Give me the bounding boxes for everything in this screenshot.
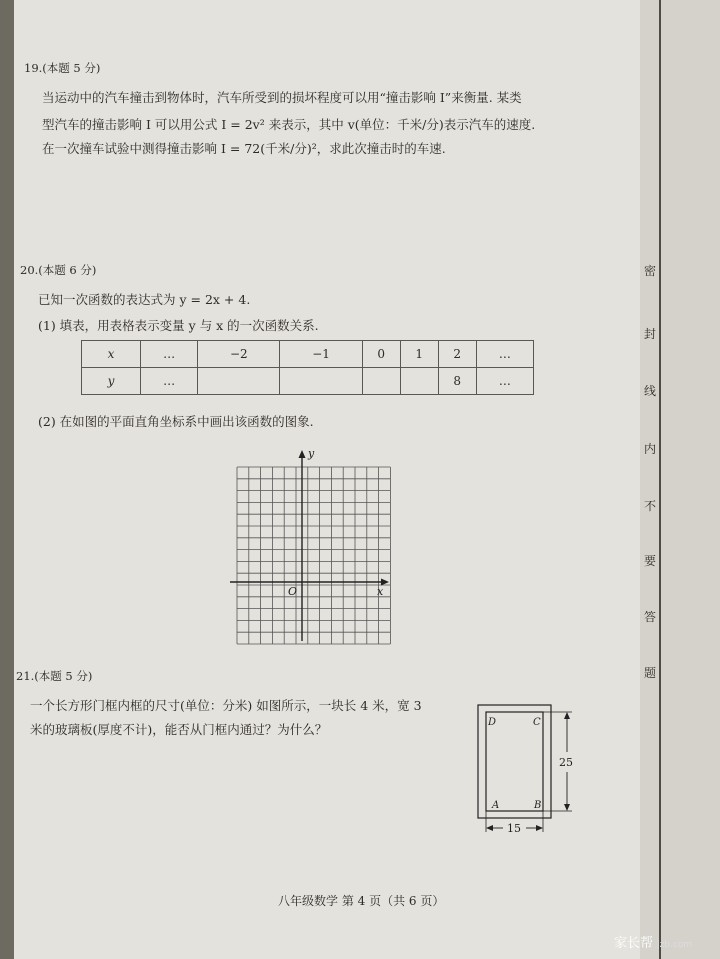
table-cell: 1 xyxy=(400,341,438,368)
origin-label: O xyxy=(288,585,298,598)
table-cell-blank[interactable] xyxy=(362,368,400,395)
point-b-label: B xyxy=(534,800,542,811)
arrow-up-icon xyxy=(564,712,570,719)
door-frame-figure xyxy=(470,700,590,840)
coordinate-grid xyxy=(225,445,395,645)
q19-line-2: 型汽车的撞击影响 I 可以用公式 I = 2v² 来表示，其中 v(单位：千米/分)表示汽车的速度. xyxy=(42,117,536,132)
arrow-down-icon xyxy=(564,804,570,811)
q19-line-3: 在一次撞车试验中测得撞击影响 I = 72(千米/分)²，求此次撞击时的车速. xyxy=(42,141,446,156)
arrow-right-icon xyxy=(536,825,543,831)
q20-part1: (1) 填表，用表格表示变量 y 与 x 的一次函数关系. xyxy=(38,318,319,333)
table-cell-blank[interactable] xyxy=(400,368,438,395)
table-cell-blank[interactable] xyxy=(280,368,362,395)
arrow-left-icon xyxy=(486,825,493,831)
height-dimension: 25 xyxy=(559,756,573,769)
adjacent-page-edge xyxy=(640,0,720,959)
table-row-y xyxy=(82,368,534,395)
binding-char: 答 xyxy=(643,610,656,624)
q21-line-1: 一个长方形门框内框的尺寸(单位：分米) 如图所示，一块长 4 米，宽 3 xyxy=(30,698,422,713)
x-axis-label: x xyxy=(377,585,384,598)
binding-char: 内 xyxy=(643,442,656,456)
table-row-x xyxy=(82,341,534,368)
point-c-label: C xyxy=(533,717,541,728)
watermark-name: 家长帮 xyxy=(614,936,654,951)
table-cell: −1 xyxy=(280,341,362,368)
binding-char: 不 xyxy=(643,499,656,513)
table-cell: … xyxy=(141,341,198,368)
table-cell: 0 xyxy=(362,341,400,368)
q21-header: 21.(本题 5 分) xyxy=(16,669,93,683)
watermark-logo xyxy=(614,932,692,951)
watermark-domain: jzb.com xyxy=(657,940,693,950)
table-cell: x xyxy=(82,341,141,368)
table-cell: … xyxy=(476,341,533,368)
binding-char: 题 xyxy=(643,666,656,680)
q20-part2: (2) 在如图的平面直角坐标系中画出该函数的图象. xyxy=(38,414,314,429)
table-cell: 2 xyxy=(438,341,476,368)
point-d-label: D xyxy=(488,717,497,728)
q20-intro: 已知一次函数的表达式为 y = 2x + 4. xyxy=(38,292,251,307)
y-axis-label: y xyxy=(308,447,315,460)
binding-char: 密 xyxy=(643,264,656,278)
q21-line-2: 米的玻璃板(厚度不计)，能否从门框内通过？为什么？ xyxy=(30,722,328,737)
point-a-label: A xyxy=(492,800,500,811)
q19-line-1: 当运动中的汽车撞击到物体时，汽车所受到的损坏程度可以用“撞击影响 I”来衡量. 某类 xyxy=(42,90,522,105)
table-cell: −2 xyxy=(198,341,280,368)
table-cell: … xyxy=(476,368,533,395)
binding-char: 要 xyxy=(643,554,656,568)
table-cell-blank[interactable] xyxy=(198,368,280,395)
y-axis-arrow-icon xyxy=(299,450,306,458)
binding-char: 封 xyxy=(643,327,656,341)
q19-header: 19.(本题 5 分) xyxy=(24,61,101,75)
q20-header: 20.(本题 6 分) xyxy=(20,263,97,277)
page-footer: 八年级数学 第 4 页（共 6 页） xyxy=(278,894,445,908)
table-cell: y xyxy=(82,368,141,395)
binding-char: 线 xyxy=(643,384,656,398)
binding-line xyxy=(659,0,661,959)
function-value-table xyxy=(81,340,534,395)
width-dimension: 15 xyxy=(507,822,521,835)
table-cell: 8 xyxy=(438,368,476,395)
table-cell: … xyxy=(141,368,198,395)
